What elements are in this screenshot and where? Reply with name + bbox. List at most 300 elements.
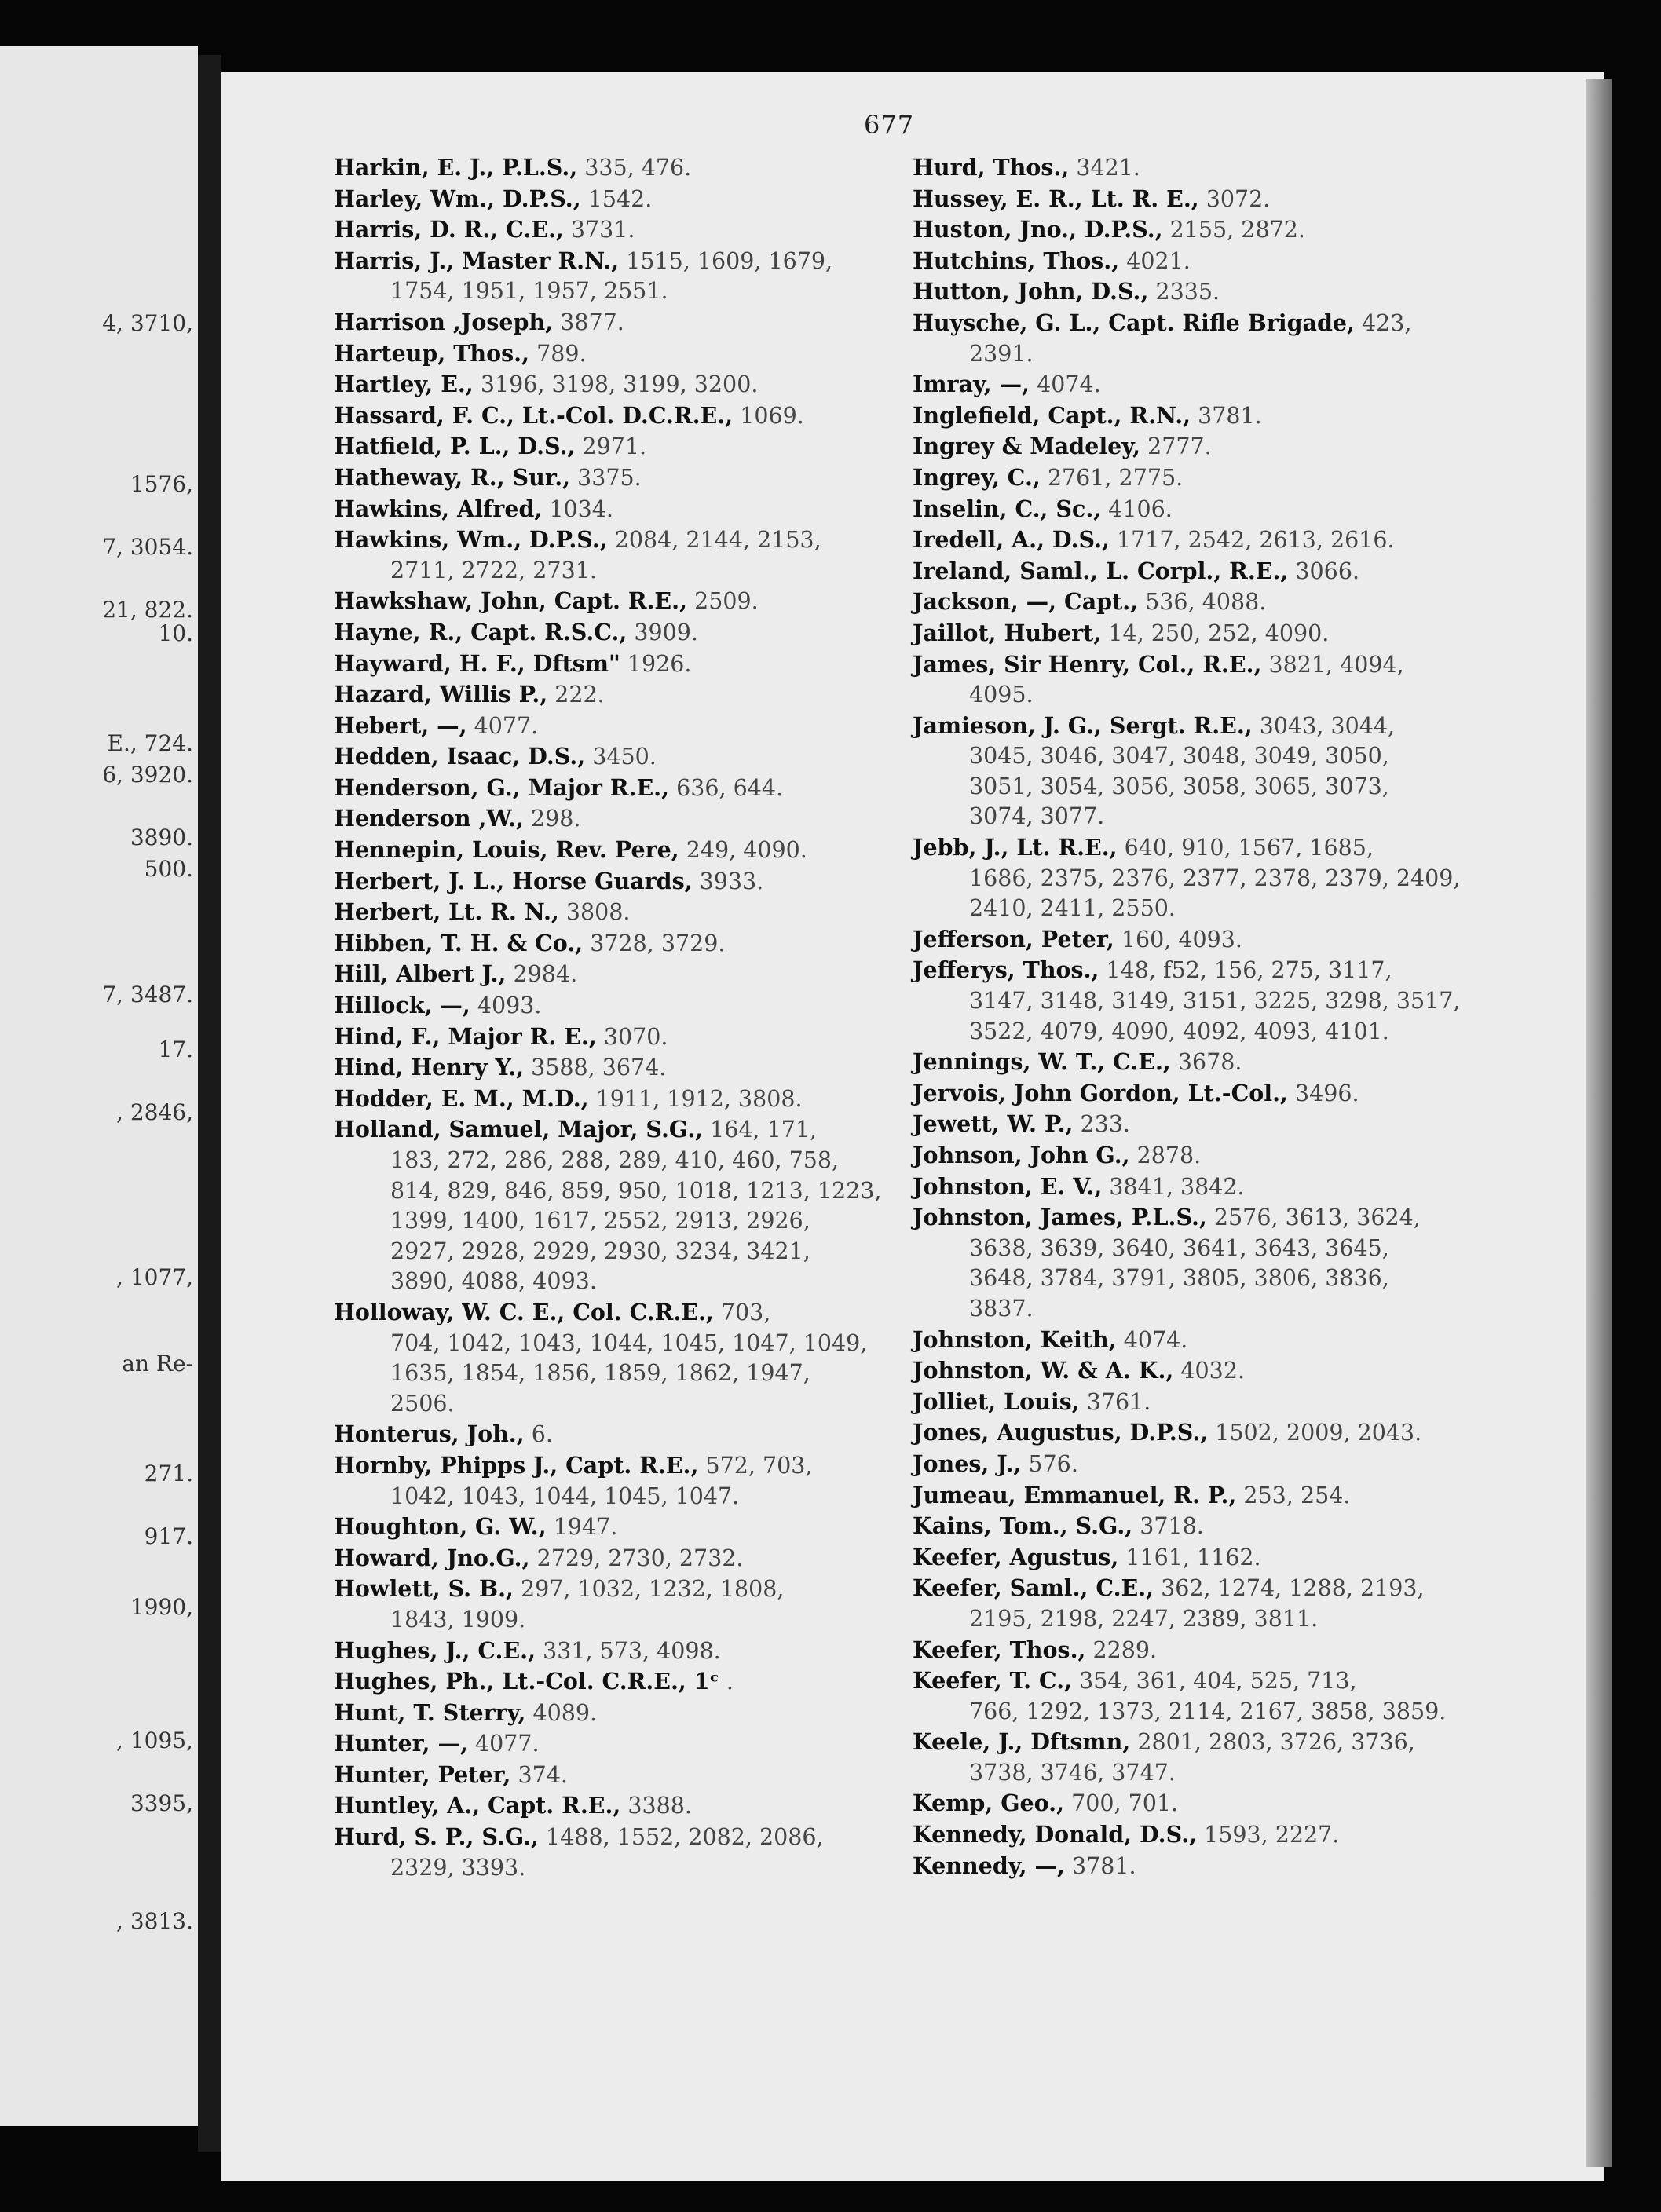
facing-page-text: 21, 822.: [102, 597, 193, 623]
entry-name: Kains, Tom., S.G.,: [913, 1512, 1133, 1540]
entry-references: 6.: [531, 1421, 553, 1448]
entry-name: Jamieson, J. G., Sergt. R.E.,: [913, 711, 1253, 739]
entry-name: Jaillot, Hubert,: [913, 619, 1102, 646]
index-column-left: [334, 152, 882, 1883]
entry-name: Huysche, G. L., Capt. Rifle Brigade,: [913, 309, 1355, 336]
entry-references: 3933.: [699, 868, 764, 894]
entry-references: 1926.: [627, 650, 692, 677]
entry-references-continued: 2711, 2722, 2731.: [390, 557, 597, 583]
index-entry: [913, 1788, 1454, 1819]
index-entry: [913, 1047, 1454, 1078]
entry-name: Honterus, Joh.,: [334, 1420, 525, 1448]
entry-references: 1542.: [587, 185, 653, 212]
index-entry: [913, 1665, 1454, 1727]
entry-name: Ingrey, C.,: [913, 463, 1041, 491]
entry-references: 3877.: [560, 309, 624, 335]
entry-name: Iredell, A., D.S.,: [913, 526, 1110, 554]
facing-page-text: an Re-: [122, 1351, 193, 1377]
entry-name: Holland, Samuel, Major, S.G.,: [334, 1116, 704, 1143]
facing-page-text: , 1077,: [116, 1264, 193, 1290]
entry-name: Keefer, T. C.,: [913, 1667, 1072, 1695]
entry-name: Hutton, John, D.S.,: [913, 278, 1149, 305]
entry-references: 3731.: [570, 217, 635, 243]
entry-references: 636, 644.: [676, 774, 784, 801]
entry-references: 3841, 3842.: [1109, 1173, 1245, 1200]
entry-references: 3450.: [592, 744, 657, 770]
entry-name: Howard, Jno.G.,: [334, 1544, 530, 1571]
index-entry: [334, 586, 876, 617]
index-entry: [913, 308, 1454, 369]
entry-name: Kemp, Geo.,: [913, 1790, 1065, 1817]
entry-references: 703,: [720, 1299, 771, 1325]
entry-name: Hassard, F. C., Lt.-Col. D.C.R.E.,: [334, 401, 734, 429]
entry-name: Kennedy, —,: [913, 1852, 1065, 1879]
entry-references: 3421.: [1076, 155, 1140, 181]
entry-references-continued: 766, 1292, 1373, 2114, 2167, 3858, 3859.: [969, 1698, 1447, 1724]
entry-references: 3496.: [1295, 1080, 1359, 1106]
index-entry: [913, 1140, 1454, 1172]
index-entry: [334, 1543, 876, 1574]
facing-page-fragment: [0, 46, 198, 2126]
index-entry: [913, 618, 1454, 649]
index-entry: [334, 525, 876, 586]
facing-page-text: E., 724.: [107, 730, 193, 756]
entry-name: Hebert, —,: [334, 711, 467, 739]
entry-name: Keele, J., Dftsmn,: [913, 1728, 1131, 1756]
entry-references: 233.: [1080, 1111, 1130, 1138]
entry-references-continued: 814, 829, 846, 859, 950, 1018, 1213, 1223,: [390, 1177, 882, 1204]
index-entry: [334, 1297, 876, 1419]
entry-name: Jones, J.,: [913, 1450, 1022, 1477]
entry-references: 3588, 3674.: [531, 1055, 667, 1081]
index-entry: [913, 587, 1454, 618]
index-entry: [334, 463, 876, 494]
entry-references: 3821, 4094,: [1268, 651, 1404, 678]
facing-page-text: , 2846,: [116, 1099, 193, 1125]
entry-name: Hurd, S. P., S.G.,: [334, 1823, 539, 1851]
entry-name: Harrison ,Joseph,: [334, 308, 554, 335]
entry-references-continued: 2391.: [969, 340, 1034, 367]
entry-references: 253, 254.: [1243, 1482, 1351, 1508]
entry-name: Herbert, Lt. R. N.,: [334, 898, 559, 926]
entry-name: Johnston, E. V.,: [913, 1172, 1103, 1200]
index-entry: [334, 307, 876, 338]
entry-name: Hutchins, Thos.,: [913, 247, 1120, 274]
entry-references: 354, 361, 404, 525, 713,: [1079, 1668, 1357, 1695]
entry-references: 3678.: [1177, 1049, 1242, 1076]
index-entry: [334, 1052, 876, 1084]
entry-name: Jervois, John Gordon, Lt.-Col.,: [913, 1079, 1288, 1106]
entry-references: 3196, 3198, 3199, 3200.: [480, 371, 759, 398]
entry-name: Imray, —,: [913, 371, 1030, 398]
entry-name: Kennedy, Donald, D.S.,: [913, 1821, 1197, 1848]
entry-references: 335, 476.: [584, 155, 692, 181]
entry-references: 2729, 2730, 2732.: [536, 1545, 744, 1571]
index-entry: [334, 1419, 876, 1450]
entry-references: 2971.: [582, 433, 647, 460]
entry-name: Jewett, W. P.,: [913, 1110, 1074, 1138]
page-edge-shadow: [1586, 79, 1612, 2167]
facing-page-text: 17.: [158, 1037, 193, 1062]
index-entry: [913, 525, 1454, 556]
entry-references-continued: 3837.: [969, 1295, 1034, 1322]
entry-references-continued: 2329, 3393.: [390, 1854, 526, 1881]
index-entry: [913, 1851, 1454, 1882]
index-column-right: [913, 152, 1461, 1881]
entry-name: Ireland, Saml., L. Corpl., R.E.,: [913, 557, 1289, 584]
index-entry: [334, 1512, 876, 1543]
index-entry: [334, 679, 876, 711]
index-entry: [334, 1666, 876, 1698]
entry-references: 3761.: [1086, 1388, 1151, 1415]
entry-references-continued: 1843, 1909.: [390, 1606, 526, 1632]
entry-references-continued: 3147, 3148, 3149, 3151, 3225, 3298, 3517,: [969, 988, 1461, 1015]
facing-page-text: 7, 3054.: [102, 534, 193, 560]
entry-references: 3388.: [627, 1793, 692, 1819]
index-entry: [334, 741, 876, 773]
entry-name: Hayne, R., Capt. R.S.C.,: [334, 618, 627, 645]
entry-name: Hawkins, Alfred,: [334, 495, 543, 522]
entry-references-continued: 183, 272, 286, 288, 289, 410, 460, 758,: [390, 1147, 840, 1173]
entry-name: Herbert, J. L., Horse Guards,: [334, 867, 693, 894]
index-entry: [334, 494, 876, 525]
entry-references-continued: 1635, 1854, 1856, 1859, 1862, 1947,: [390, 1360, 810, 1387]
entry-name: Harris, J., Master R.N.,: [334, 247, 620, 274]
index-entry: [913, 463, 1454, 494]
entry-name: Harris, D. R., C.E.,: [334, 216, 564, 243]
entry-name: Johnston, W. & A. K.,: [913, 1357, 1174, 1384]
index-entry: [913, 246, 1454, 277]
entry-references: 2984.: [513, 961, 578, 988]
entry-references: 14, 250, 252, 4090.: [1108, 620, 1330, 646]
index-entry: [334, 617, 876, 649]
index-entry: [913, 1449, 1454, 1480]
entry-name: Harkin, E. J., P.L.S.,: [334, 154, 578, 181]
entry-references: 4074.: [1037, 371, 1101, 398]
entry-name: Jackson, —, Capt.,: [913, 588, 1139, 616]
index-entry: [334, 1574, 876, 1635]
entry-references: 576.: [1028, 1450, 1078, 1477]
entry-references-continued: 3051, 3054, 3056, 3058, 3065, 3073,: [969, 773, 1389, 799]
entry-name: Hughes, J., C.E.,: [334, 1636, 536, 1664]
entry-references: 789.: [536, 340, 587, 367]
entry-references: 1515, 1609, 1679,: [626, 247, 833, 274]
entry-name: Jefferys, Thos.,: [913, 956, 1099, 984]
index-entry: [913, 1511, 1454, 1542]
entry-name: Inselin, C., Sc.,: [913, 495, 1102, 522]
entry-name: Hind, F., Major R. E.,: [334, 1022, 597, 1050]
entry-references-continued: 704, 1042, 1043, 1044, 1045, 1047, 1049,: [390, 1329, 868, 1356]
index-entry: [913, 649, 1454, 711]
page-number: 677: [864, 110, 915, 140]
index-entry: [913, 431, 1454, 463]
entry-references: 2155, 2872.: [1169, 217, 1305, 243]
entry-references: 4093.: [477, 993, 542, 1019]
facing-page-text: 3395,: [130, 1790, 193, 1816]
entry-references-continued: 4095.: [969, 682, 1034, 708]
entry-name: Henderson, G., Major R.E.,: [334, 773, 670, 801]
entry-references: 3781.: [1198, 402, 1262, 429]
entry-references-continued: 3648, 3784, 3791, 3805, 3806, 3836,: [969, 1265, 1389, 1292]
index-entry: [334, 649, 876, 680]
index-entry: [913, 1727, 1454, 1788]
entry-references-continued: 1754, 1951, 1957, 2551.: [390, 278, 668, 305]
index-entry: [334, 1450, 876, 1512]
entry-name: Jefferson, Peter,: [913, 925, 1114, 952]
entry-references: 1911, 1912, 3808.: [595, 1085, 803, 1112]
entry-name: Hennepin, Louis, Rev. Pere,: [334, 836, 679, 864]
entry-name: Ingrey & Madeley,: [913, 433, 1141, 460]
entry-name: Houghton, G. W.,: [334, 1513, 547, 1541]
facing-page-text: 1990,: [130, 1594, 193, 1620]
entry-name: Hunter, —,: [334, 1730, 468, 1757]
index-entry: [913, 711, 1454, 832]
index-entry: [334, 152, 876, 184]
entry-name: Holloway, W. C. E., Col. C.R.E.,: [334, 1298, 714, 1325]
entry-references: 160, 4093.: [1121, 926, 1242, 952]
index-entry: [913, 1202, 1454, 1324]
entry-references: 1947.: [553, 1514, 618, 1541]
entry-name: Keefer, Thos.,: [913, 1636, 1086, 1663]
entry-name: Hazard, Willis P.,: [334, 681, 548, 708]
index-entry: [334, 1022, 876, 1053]
index-entry: [334, 835, 876, 866]
index-entry: [334, 959, 876, 990]
entry-name: Johnston, James, P.L.S.,: [913, 1204, 1207, 1231]
entry-references: 3072.: [1206, 185, 1271, 212]
entry-name: Johnston, Keith,: [913, 1325, 1117, 1353]
entry-name: Hillock, —,: [334, 992, 470, 1019]
entry-references: 164, 171,: [710, 1117, 818, 1143]
index-entry: [334, 400, 876, 432]
entry-name: Inglefield, Capt., R.N.,: [913, 401, 1191, 429]
entry-references: 3728, 3729.: [590, 930, 726, 956]
index-entry: [913, 152, 1454, 184]
index-entry: [913, 1172, 1454, 1203]
book-spine: [198, 55, 221, 2152]
entry-references: 374.: [518, 1761, 568, 1788]
index-entry: [334, 214, 876, 246]
entry-references: 2289.: [1092, 1636, 1158, 1663]
entry-name: Hibben, T. H. & Co.,: [334, 929, 584, 956]
entry-name: Keefer, Agustus,: [913, 1543, 1119, 1570]
entry-name: Hartley, E.,: [334, 371, 474, 398]
index-entry: [913, 1355, 1454, 1387]
entry-references: 1502, 2009, 2043.: [1215, 1420, 1422, 1446]
entry-name: Jolliet, Louis,: [913, 1388, 1080, 1415]
entry-references: 148, f52, 156, 275, 3117,: [1106, 957, 1392, 984]
index-entry: [334, 990, 876, 1022]
entry-name: Hatheway, R., Sur.,: [334, 463, 571, 491]
entry-references: 2801, 2803, 3726, 3736,: [1137, 1729, 1415, 1756]
entry-references: 3909.: [634, 619, 698, 645]
entry-references: 536, 4088.: [1145, 589, 1267, 616]
entry-name: Henderson ,W.,: [334, 805, 524, 832]
entry-references-continued: 2506.: [390, 1390, 455, 1417]
entry-name: Harley, Wm., D.P.S.,: [334, 185, 581, 212]
entry-references: 4077.: [474, 712, 539, 739]
entry-name: Harteup, Thos.,: [334, 339, 530, 367]
entry-references: 362, 1274, 1288, 2193,: [1161, 1575, 1425, 1602]
entry-name: Hayward, H. F., Dftsm": [334, 649, 620, 677]
entry-name: Huston, Jno., D.P.S.,: [913, 216, 1163, 243]
entry-references-continued: 2410, 2411, 2550.: [969, 895, 1176, 922]
entry-references: 1069.: [740, 402, 804, 429]
entry-references: 2878.: [1136, 1143, 1202, 1168]
entry-name: Hunter, Peter,: [334, 1760, 511, 1788]
entry-references: 1593, 2227.: [1204, 1822, 1340, 1848]
entry-references: 3066.: [1295, 558, 1360, 584]
entry-name: Hunt, T. Sterry,: [334, 1698, 526, 1726]
index-entry: [913, 1325, 1454, 1356]
entry-name: Hawkshaw, John, Capt. R.E.,: [334, 587, 688, 615]
index-entry: [334, 369, 876, 400]
entry-references: 297, 1032, 1232, 1808,: [521, 1576, 785, 1603]
entry-references: 572, 703,: [705, 1452, 813, 1479]
entry-references-continued: 2195, 2198, 2247, 2389, 3811.: [969, 1605, 1319, 1632]
index-entry: [334, 1760, 876, 1791]
entry-name: Hussey, E. R., Lt. R. E.,: [913, 185, 1199, 212]
index-entry: [334, 711, 876, 742]
entry-references: .: [726, 1669, 734, 1695]
facing-page-text: 6, 3920.: [102, 762, 193, 788]
entry-references: 298.: [530, 806, 581, 832]
index-entry: [334, 897, 876, 928]
entry-references-continued: 3638, 3639, 3640, 3641, 3643, 3645,: [969, 1234, 1389, 1261]
entry-references-continued: 3522, 4079, 4090, 4092, 4093, 4101.: [969, 1018, 1389, 1044]
entry-references: 2084, 2144, 2153,: [614, 527, 821, 554]
entry-references: 4089.: [532, 1699, 598, 1726]
entry-name: Hatfield, P. L., D.S.,: [334, 433, 576, 460]
entry-name: Howlett, S. B.,: [334, 1575, 514, 1603]
index-entry: [334, 1084, 876, 1115]
index-entry: [913, 1109, 1454, 1140]
index-entry: [913, 214, 1454, 246]
entry-references: 4021.: [1126, 247, 1191, 274]
entry-references-continued: 3074, 3077.: [969, 803, 1105, 830]
facing-page-text: 10.: [158, 620, 193, 646]
index-entry: [913, 494, 1454, 525]
index-entry: [334, 1790, 876, 1822]
index-entry: [334, 803, 876, 835]
index-entry: [913, 276, 1454, 308]
entry-name: James, Sir Henry, Col., R.E.,: [913, 650, 1262, 678]
facing-page-text: , 3813.: [116, 1908, 193, 1934]
index-entry: [913, 1635, 1454, 1666]
entry-references: 3070.: [603, 1023, 668, 1050]
entry-references: 3043, 3044,: [1259, 712, 1396, 739]
index-entry: [913, 832, 1461, 924]
entry-references: 3375.: [577, 464, 642, 491]
entry-references: 4077.: [474, 1731, 540, 1757]
entry-name: Jumeau, Emmanuel, R. P.,: [913, 1481, 1237, 1508]
entry-name: Huntley, A., Capt. R.E.,: [334, 1792, 621, 1819]
entry-references: 423,: [1362, 309, 1412, 336]
index-entry: [913, 1480, 1454, 1512]
entry-name: Hind, Henry Y.,: [334, 1054, 525, 1081]
facing-page-text: 271.: [144, 1461, 193, 1486]
index-entry: [334, 866, 876, 898]
index-entry: [913, 1573, 1454, 1634]
entry-name: Jones, Augustus, D.P.S.,: [913, 1419, 1209, 1446]
index-entry: [334, 1636, 876, 1667]
entry-name: Johnson, John G.,: [913, 1142, 1130, 1168]
entry-references-continued: 3738, 3746, 3747.: [969, 1759, 1176, 1786]
entry-references-continued: 2927, 2928, 2929, 2930, 3234, 3421,: [390, 1238, 810, 1264]
index-entry: [913, 924, 1454, 956]
index-entry: [334, 246, 876, 307]
entry-references: 331, 573, 4098.: [543, 1637, 721, 1664]
index-entry: [913, 1417, 1454, 1449]
index-entry: [913, 1542, 1454, 1574]
entry-references: 640, 910, 1567, 1685,: [1124, 835, 1374, 861]
entry-references: 2335.: [1155, 279, 1220, 305]
index-entry: [334, 431, 876, 463]
entry-references: 1488, 1552, 2082, 2086,: [546, 1824, 824, 1851]
entry-references: 4032.: [1180, 1358, 1246, 1384]
index-entry: [913, 400, 1454, 432]
entry-references-continued: 1686, 2375, 2376, 2377, 2378, 2379, 2409,: [969, 865, 1461, 891]
index-entry: [913, 955, 1461, 1047]
index-entry: [334, 928, 876, 960]
entry-references: 2509.: [694, 588, 759, 615]
entry-name: Keefer, Saml., C.E.,: [913, 1574, 1154, 1602]
index-entry: [913, 556, 1454, 587]
entry-references: 1161, 1162.: [1125, 1544, 1261, 1570]
entry-name: Jennings, W. T., C.E.,: [913, 1048, 1171, 1076]
entry-references: 2576, 3613, 3624,: [1213, 1205, 1421, 1231]
entry-name: Hawkins, Wm., D.P.S.,: [334, 526, 608, 554]
entry-name: Hurd, Thos.,: [913, 154, 1070, 181]
entry-name: Hill, Albert J.,: [334, 960, 507, 988]
index-entry: [913, 1387, 1454, 1418]
entry-references: 700, 701.: [1071, 1790, 1179, 1817]
index-entry: [913, 1819, 1454, 1851]
facing-page-text: 917.: [144, 1523, 193, 1549]
index-entry: [334, 184, 876, 215]
index-entry: [913, 1078, 1454, 1110]
index-entry: [334, 1822, 876, 1883]
facing-page-text: 500.: [144, 856, 193, 882]
entry-references-continued: 1399, 1400, 1617, 2552, 2913, 2926,: [390, 1208, 810, 1234]
entry-references: 222.: [554, 682, 605, 708]
entry-references: 1034.: [549, 495, 613, 522]
index-entry: [334, 1698, 876, 1729]
index-entry: [334, 1114, 882, 1297]
index-entry: [913, 184, 1454, 215]
entry-name: Hughes, Ph., Lt.-Col. C.R.E., 1ᶜ: [334, 1668, 719, 1695]
facing-page-text: 3890.: [130, 824, 193, 850]
entry-name: Hodder, E. M., M.D.,: [334, 1084, 589, 1112]
entry-references: 3781.: [1071, 1852, 1136, 1879]
entry-name: Jebb, J., Lt. R.E.,: [913, 834, 1118, 861]
entry-references: 4074.: [1123, 1326, 1188, 1353]
index-entry: [334, 338, 876, 370]
facing-page-text: 7, 3487.: [102, 982, 193, 1007]
entry-references: 2777.: [1147, 433, 1212, 460]
entry-references: 4106.: [1108, 495, 1173, 522]
entry-references: 1717, 2542, 2613, 2616.: [1117, 527, 1395, 554]
entry-references: 249, 4090.: [686, 837, 807, 864]
entry-references-continued: 3045, 3046, 3047, 3048, 3049, 3050,: [969, 743, 1389, 770]
index-entry: [334, 773, 876, 804]
entry-references: 3718.: [1140, 1513, 1204, 1540]
entry-references-continued: 3890, 4088, 4093.: [390, 1268, 597, 1295]
entry-references: 2761, 2775.: [1047, 464, 1184, 491]
index-entry: [334, 1728, 876, 1760]
entry-references: 3808.: [565, 899, 631, 926]
entry-name: Hornby, Phipps J., Capt. R.E.,: [334, 1451, 699, 1479]
